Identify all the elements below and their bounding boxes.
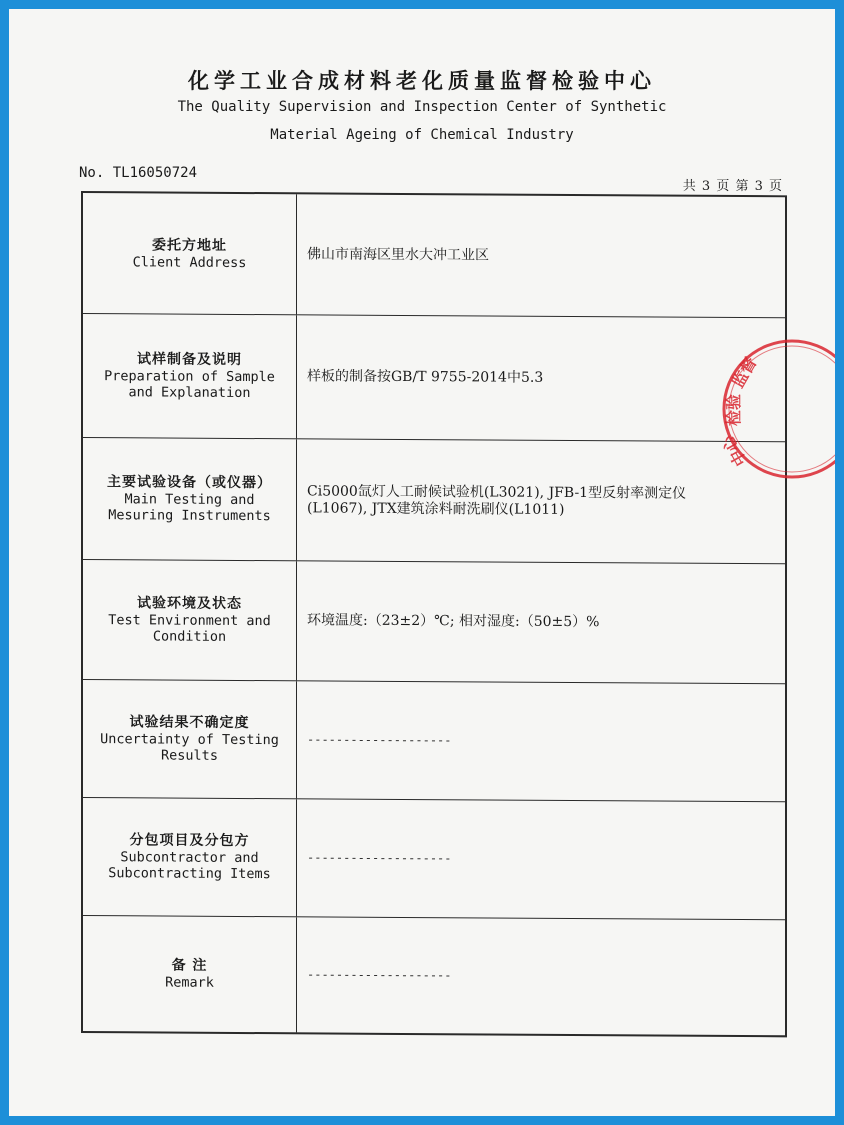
label-cell — [83, 193, 297, 314]
value-cell — [307, 194, 765, 317]
label-chinese: 试样制备及说明 — [137, 351, 242, 368]
remark-value: -------------------- — [307, 967, 452, 983]
label-english: Remark — [165, 974, 214, 991]
svg-text:中心: 中心 — [718, 432, 751, 470]
row-subcontractor — [83, 798, 785, 920]
label-english: Main Testing and Mesuring Instruments — [108, 491, 271, 525]
label-english: Client Address — [132, 253, 247, 271]
subcontractor-value: -------------------- — [307, 850, 452, 866]
value-cell — [307, 439, 765, 563]
report-number: No. TL16050724 — [79, 165, 198, 181]
svg-text:监督: 监督 — [728, 353, 761, 391]
value-cell — [307, 561, 765, 683]
label-cell — [83, 798, 297, 916]
instruments-value: Ci5000氙灯人工耐候试验机(L3021), JFB-1型反射率测定仪 (L1067), JTX建筑涂料耐洗刷仪(L1011) — [307, 482, 687, 518]
value-cell — [307, 315, 765, 441]
row-remark — [83, 916, 785, 1035]
value-cell — [307, 681, 765, 801]
sample-preparation-value: 样板的制备按GB/T 9755-2014中5.3 — [307, 368, 544, 386]
label-chinese: 试验结果不确定度 — [129, 714, 250, 732]
row-instruments — [83, 438, 785, 564]
info-table — [81, 191, 787, 1037]
label-english: Uncertainty of Testing Results — [100, 731, 279, 764]
title-english-line-2: Material Ageing of Chemical Industry — [270, 127, 574, 143]
value-cell — [307, 799, 765, 919]
svg-text:检验: 检验 — [724, 393, 743, 426]
client-address-value: 佛山市南海区里水大冲工业区 — [307, 245, 489, 263]
uncertainty-value: -------------------- — [307, 732, 452, 748]
row-client-address — [83, 193, 785, 318]
title-chinese: 化学工业合成材料老化质量监督检验中心 — [188, 69, 656, 93]
label-chinese: 分包项目及分包方 — [129, 832, 250, 850]
row-uncertainty — [83, 680, 785, 802]
title-english-line-1: The Quality Supervision and Inspection Center of Synthetic — [177, 99, 667, 115]
page-indicator: 共 3 页 第 3 页 — [682, 179, 783, 194]
label-english: Preparation of Sample and Explanation — [104, 368, 275, 402]
label-chinese: 试验环境及状态 — [137, 595, 242, 612]
label-cell — [83, 438, 297, 560]
label-cell — [83, 916, 297, 1032]
label-english: Test Environment and Condition — [108, 612, 271, 645]
label-english: Subcontractor and Subcontracting Items — [108, 849, 271, 883]
label-chinese: 备 注 — [171, 957, 208, 974]
label-cell — [83, 560, 297, 680]
value-cell — [307, 917, 765, 1035]
row-sample-preparation — [83, 314, 785, 442]
label-cell — [83, 680, 297, 798]
label-cell — [83, 314, 297, 438]
row-test-environment — [83, 560, 785, 684]
document-sheet — [9, 9, 835, 1116]
test-environment-value: 环境温度:（23±2）℃; 相对湿度:（50±5）% — [307, 612, 600, 631]
label-chinese: 主要试验设备（或仪器） — [107, 474, 272, 492]
label-chinese: 委托方地址 — [152, 236, 227, 254]
